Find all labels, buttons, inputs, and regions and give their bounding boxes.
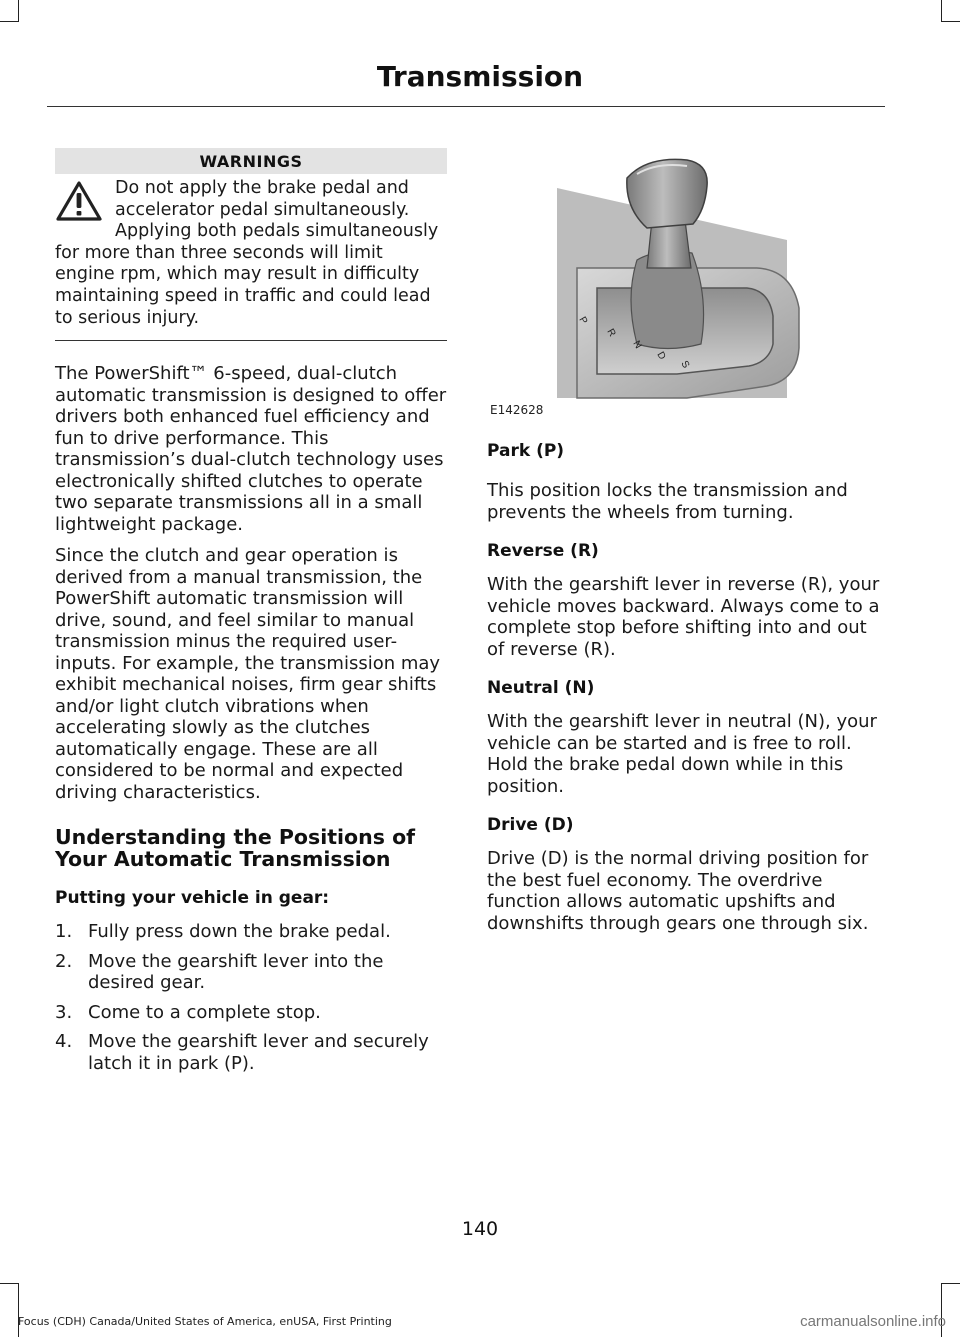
- intro-paragraph-2: Since the clutch and gear operation is derived from a manual transmission, the PowerShift automatic transmission will drive, sound, and feel similar to manual transmission minus the required user-inputs. For example, the transmission may exhibit mechanical noises, firm gear shifts and/or light clutch vibrations when accelerating slowly as the clutches automatically engage. These are all considered to be normal and expected driving characteristics.: [55, 545, 441, 803]
- list-item: 4. Move the gearshift lever and securely latch it in park (P).: [55, 1031, 429, 1074]
- crop-mark: [0, 21, 19, 22]
- position-reverse: [487, 540, 882, 660]
- position-heading: Park (P): [487, 441, 565, 461]
- page-title: Transmission: [376, 60, 584, 93]
- position-text: With the gearshift lever in reverse (R), your vehicle moves backward. Always come to a complete stop before shifting into and out of reverse (R).: [487, 574, 880, 660]
- crop-mark: [18, 1283, 19, 1337]
- steps-list: [55, 921, 447, 1074]
- intro-paragraph-1: The PowerShift™ 6-speed, dual-clutch automatic transmission is designed to offer drivers both enhanced fuel efficiency and fun to drive performance. This transmission’s dual-clutch technology uses electronically shifted clutches to operate two separate transmissions all in a small lightweight package.: [55, 363, 447, 535]
- list-item: 2. Move the gearshift lever into the desired gear.: [55, 950, 384, 994]
- crop-mark: [941, 1283, 960, 1284]
- printing-info: Focus (CDH) Canada/United States of America, enUSA, First Printing: [18, 1315, 392, 1328]
- position-park: [487, 440, 882, 523]
- gate-letter-r: R: [604, 327, 618, 339]
- warning-title: WARNINGS: [55, 148, 447, 174]
- position-text: This position locks the transmission and prevents the wheels from turning.: [487, 480, 848, 523]
- warning-body: [55, 178, 447, 341]
- page-number: 140: [461, 1218, 499, 1240]
- gearshift-image: [487, 148, 882, 403]
- figure-code: E142628: [490, 403, 544, 417]
- right-column: [487, 148, 882, 934]
- position-drive: [487, 814, 882, 934]
- left-column: [55, 148, 447, 1082]
- crop-mark: [18, 0, 19, 22]
- gearshift-illustration: [487, 148, 882, 418]
- gate-letter-p: P: [576, 315, 590, 327]
- gate-letter-n: N: [630, 339, 644, 351]
- crop-mark: [0, 1283, 19, 1284]
- position-neutral: [487, 677, 882, 797]
- crop-mark: [941, 0, 942, 22]
- section-subheading: Putting your vehicle in gear:: [55, 888, 330, 909]
- position-heading: Drive (D): [487, 815, 574, 835]
- list-item: 1. Fully press down the brake pedal.: [55, 921, 391, 943]
- crop-mark: [941, 21, 960, 22]
- position-heading: Neutral (N): [487, 678, 595, 698]
- warning-triangle-icon: [55, 180, 103, 222]
- position-text: Drive (D) is the normal driving position for the best fuel economy. The overdrive function allows automatic upshifts and downshifts through gears one through six.: [487, 848, 869, 934]
- gate-letter-s: S: [678, 359, 692, 371]
- warning-box: [55, 148, 447, 341]
- position-text: With the gearshift lever in neutral (N), your vehicle can be started and is free to roll. Hold the brake pedal down while in this position.: [487, 711, 877, 797]
- warning-text: Do not apply the brake pedal and accelerator pedal simultaneously. Applying both pedals simultaneously for more than three seconds will limit engine rpm, which may result in difficulty maintaining speed in traffic and could lead to serious injury.: [55, 178, 439, 328]
- position-heading: Reverse (R): [487, 541, 599, 561]
- header-divider: [47, 106, 885, 107]
- section-heading: Understanding the Positions of Your Automatic Transmission: [55, 825, 416, 872]
- watermark[interactable]: carmanualsonline.info: [800, 1313, 946, 1330]
- gate-letter-d: D: [654, 350, 668, 362]
- list-item: 3. Come to a complete stop.: [55, 1001, 321, 1023]
